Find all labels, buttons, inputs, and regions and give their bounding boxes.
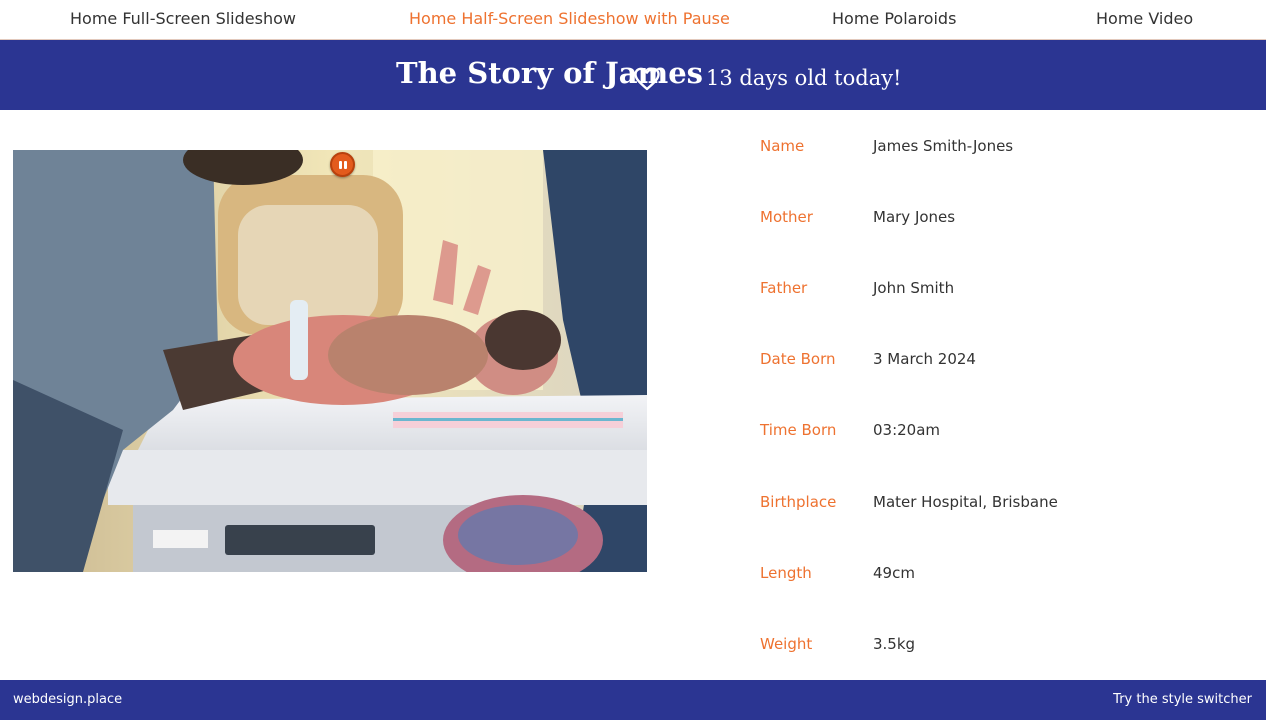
detail-label: Time Born (760, 421, 837, 439)
detail-value: 3 March 2024 (873, 350, 976, 368)
nav-link-polaroids[interactable]: Home Polaroids (832, 9, 957, 28)
detail-value: 3.5kg (873, 635, 916, 653)
detail-row-weight (760, 635, 1240, 659)
newborn-photo-illustration (13, 150, 647, 572)
slideshow-photo (13, 150, 647, 572)
detail-label: Father (760, 279, 808, 297)
detail-row-father (760, 279, 1240, 303)
detail-label: Name (760, 137, 805, 155)
detail-row-length (760, 564, 1240, 588)
detail-value: John Smith (873, 279, 955, 297)
detail-label: Length (760, 564, 812, 582)
footer-site-link[interactable]: webdesign.place (13, 692, 123, 707)
detail-row-time-born (760, 421, 1240, 445)
page-title: The Story of James (396, 56, 704, 90)
detail-label: Weight (760, 635, 813, 653)
top-navigation (0, 0, 1266, 40)
detail-row-name (760, 137, 1240, 161)
heart-icon (633, 66, 661, 92)
detail-value: Mary Jones (873, 208, 956, 226)
detail-value: Mater Hospital, Brisbane (873, 493, 1058, 511)
pause-icon-bar (344, 161, 347, 169)
pause-icon (339, 161, 342, 169)
page-footer (0, 680, 1266, 720)
detail-row-mother (760, 208, 1240, 232)
pause-button[interactable] (330, 152, 355, 177)
detail-label: Birthplace (760, 493, 837, 511)
detail-value: 03:20am (873, 421, 941, 439)
nav-link-video[interactable]: Home Video (1096, 9, 1194, 28)
detail-row-birthplace (760, 493, 1240, 517)
detail-row-date-born (760, 350, 1240, 374)
nav-link-full-screen-slideshow[interactable]: Home Full-Screen Slideshow (70, 9, 296, 28)
detail-label: Mother (760, 208, 813, 226)
detail-label: Date Born (760, 350, 836, 368)
age-subtitle: 13 days old today! (706, 66, 902, 90)
detail-value: 49cm (873, 564, 915, 582)
style-switcher-link[interactable]: Try the style switcher (1113, 692, 1252, 707)
detail-value: James Smith-Jones (873, 137, 1014, 155)
nav-link-half-screen-slideshow[interactable]: Home Half-Screen Slideshow with Pause (409, 9, 730, 28)
